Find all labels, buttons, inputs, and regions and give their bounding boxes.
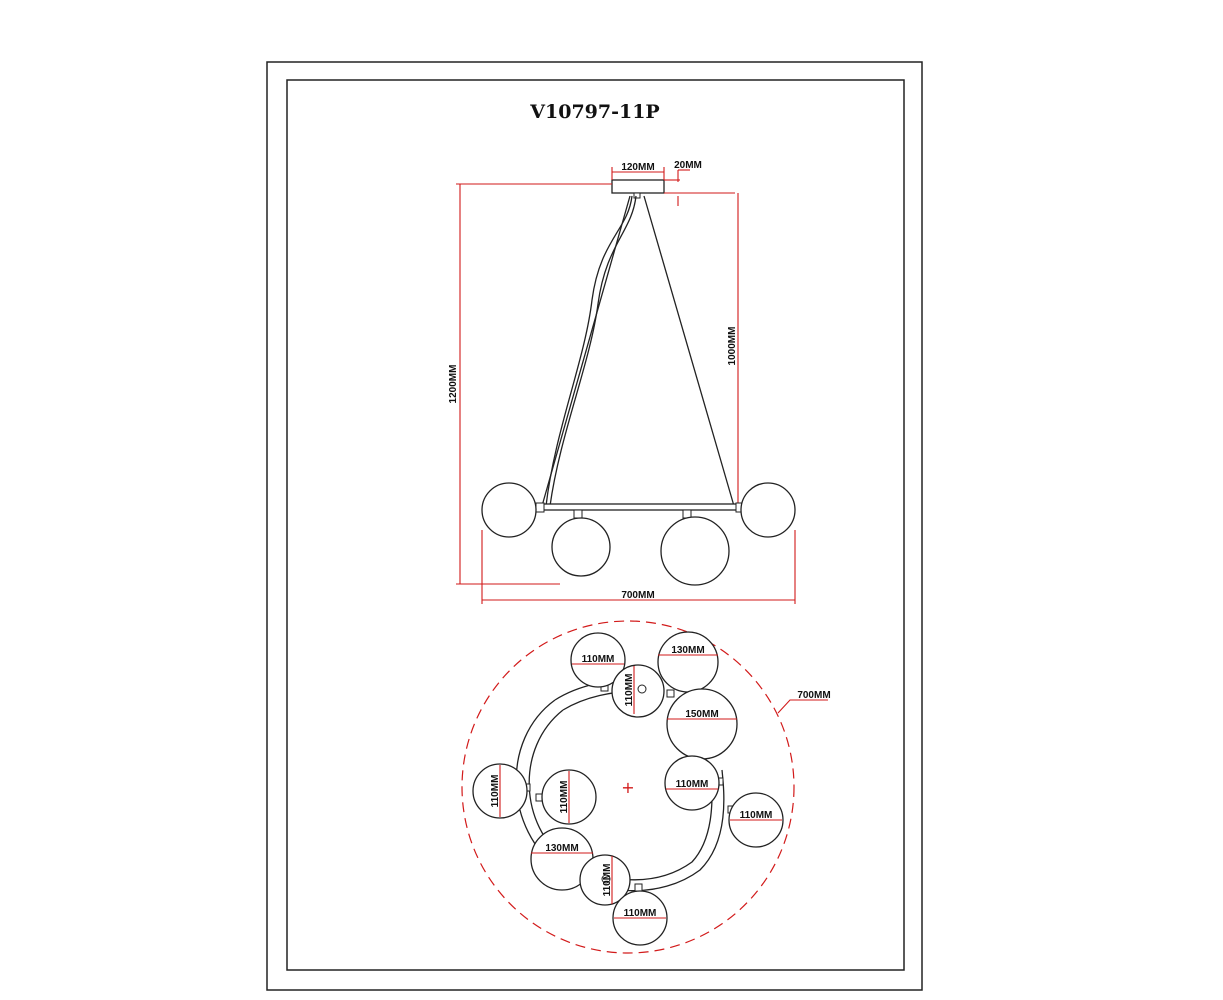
globe-1-label: 110MM bbox=[581, 654, 615, 665]
globe-4 bbox=[667, 689, 737, 759]
globe-3-label: 110MM bbox=[624, 673, 635, 707]
globe-holder bbox=[667, 690, 674, 697]
suspension-cable-left bbox=[542, 196, 630, 506]
power-cable-2 bbox=[550, 196, 636, 506]
globe-5-label: 110MM bbox=[490, 774, 501, 808]
globe-5 bbox=[473, 764, 527, 818]
canopy-height-label: 20MM bbox=[674, 160, 702, 171]
center-mark: + bbox=[621, 778, 635, 797]
globe-4-label: 150MM bbox=[685, 709, 719, 720]
overall-width-label: 700MM bbox=[621, 590, 655, 601]
globe-2-label: 130MM bbox=[671, 645, 705, 656]
side-view bbox=[448, 160, 795, 604]
globe bbox=[661, 517, 729, 585]
globe-3 bbox=[612, 665, 664, 717]
globe-2 bbox=[658, 632, 718, 692]
globe-9-label: 130MM bbox=[545, 843, 579, 854]
canopy-hook bbox=[634, 193, 640, 198]
top-view bbox=[462, 621, 831, 953]
globe-11-label: 110MM bbox=[623, 908, 657, 919]
suspension-cable-right bbox=[644, 196, 734, 506]
globe-11 bbox=[613, 891, 667, 945]
canopy bbox=[612, 180, 664, 193]
globe-6 bbox=[542, 770, 596, 824]
globe bbox=[552, 518, 610, 576]
model-title: V10797-11P bbox=[530, 101, 660, 123]
globe-holder bbox=[574, 510, 582, 518]
globe bbox=[741, 483, 795, 537]
globe-8 bbox=[729, 793, 783, 847]
globe-10-label: 110MM bbox=[602, 863, 613, 897]
globe-7-label: 110MM bbox=[675, 779, 709, 790]
bar-end-left bbox=[536, 503, 544, 512]
globe-holder bbox=[635, 884, 642, 891]
globe-6-label: 110MM bbox=[559, 780, 570, 814]
horizontal-bar bbox=[540, 504, 742, 510]
globe-8-label: 110MM bbox=[739, 810, 773, 821]
cable-length-label: 1000MM bbox=[727, 326, 738, 366]
diameter-label: 700MM bbox=[797, 690, 831, 701]
globe-7 bbox=[665, 756, 719, 810]
globe bbox=[482, 483, 536, 537]
overall-height-label: 1200MM bbox=[448, 364, 459, 404]
canopy-width-label: 120MM bbox=[621, 162, 655, 173]
